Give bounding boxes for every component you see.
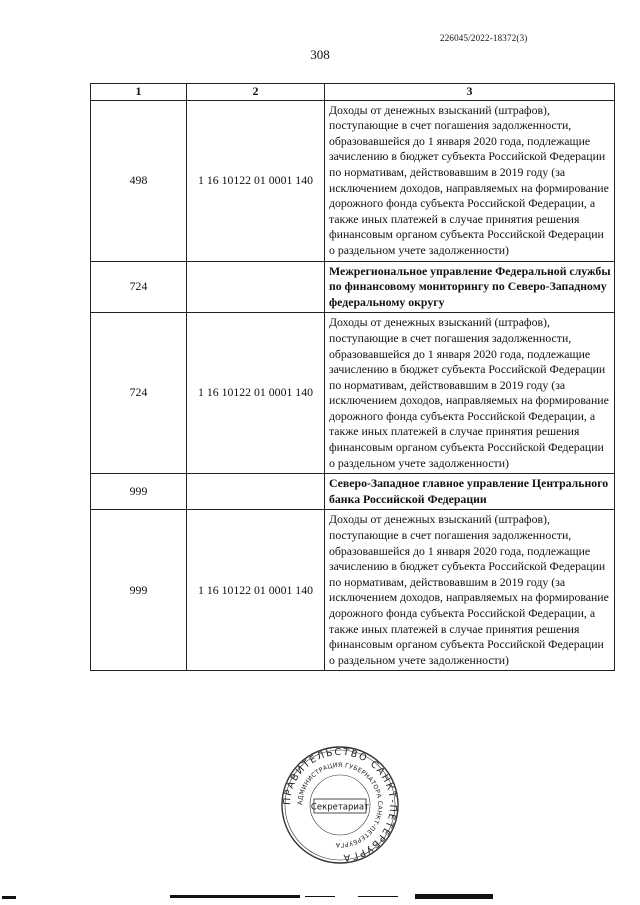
scan-mark bbox=[415, 894, 493, 899]
table-row bbox=[91, 313, 615, 474]
admin-code-cell: 999 bbox=[91, 474, 187, 510]
table-row bbox=[91, 510, 615, 671]
column-header-2: 2 bbox=[187, 84, 325, 101]
administrator-name-cell: Северо-Западное главное управление Центрального банка Российской Федерации bbox=[325, 474, 615, 510]
document-id: 226045/2022-18372(3) bbox=[440, 33, 528, 43]
budget-code-cell bbox=[187, 474, 325, 510]
description-cell: Доходы от денежных взысканий (штрафов), поступающие в счет погашения задолженности, образовавшейся до 1 января 2020 года, подлежащие зачислению в бюджет субъекта Российской Федерации по нормативам, действовавшим в 2019 году (за исключением доходов, направляемых на формирование дорожного фонда субъекта Российской Федерации, а также иных платежей в случае принятия решения финансовым органом субъекта Российской Федерации о раздельном учете задолженности) bbox=[325, 100, 615, 261]
budget-code-cell: 1 16 10122 01 0001 140 bbox=[187, 313, 325, 474]
budget-code-cell bbox=[187, 261, 325, 313]
table-row bbox=[91, 261, 615, 313]
column-header-1: 1 bbox=[91, 84, 187, 101]
table-header-row bbox=[91, 84, 615, 101]
admin-code-cell: 724 bbox=[91, 313, 187, 474]
page-number: 308 bbox=[310, 47, 330, 62]
scan-mark bbox=[2, 896, 16, 899]
description-cell: Доходы от денежных взысканий (штрафов), поступающие в счет погашения задолженности, образовавшейся до 1 января 2020 года, подлежащие зачислению в бюджет субъекта Российской Федерации по нормативам, действовавшим в 2019 году (за исключением доходов, направляемых на формирование дорожного фонда субъекта Российской Федерации, а также иных платежей в случае принятия решения финансовым органом субъекта Российской Федерации о раздельном учете задолженности) bbox=[325, 510, 615, 671]
admin-code-cell: 724 bbox=[91, 261, 187, 313]
table-row bbox=[91, 100, 615, 261]
column-header-3: 3 bbox=[325, 84, 615, 101]
description-cell: Доходы от денежных взысканий (штрафов), поступающие в счет погашения задолженности, образовавшейся до 1 января 2020 года, подлежащие зачислению в бюджет субъекта Российской Федерации по нормативам, действовавшим в 2019 году (за исключением доходов, направляемых на формирование дорожного фонда субъекта Российской Федерации, а также иных платежей в случае принятия решения финансовым органом субъекта Российской Федерации о раздельном учете задолженности) bbox=[325, 313, 615, 474]
budget-code-cell: 1 16 10122 01 0001 140 bbox=[187, 510, 325, 671]
revenue-codes-table bbox=[90, 83, 615, 671]
official-stamp bbox=[280, 745, 400, 865]
administrator-name-cell: Межрегиональное управление Федеральной службы по финансовому мониторингу по Северо-Западному федеральному округу bbox=[325, 261, 615, 313]
stamp-center-label: Секретариат bbox=[310, 802, 370, 813]
admin-code-cell: 498 bbox=[91, 100, 187, 261]
scan-mark bbox=[358, 896, 398, 897]
stamp-outer-text: ПРАВИТЕЛЬСТВО САНКТ-ПЕТЕРБУРГА bbox=[281, 746, 399, 864]
scan-mark bbox=[305, 896, 335, 897]
table-row bbox=[91, 474, 615, 510]
budget-code-cell: 1 16 10122 01 0001 140 bbox=[187, 100, 325, 261]
stamp-inner-text: АДМИНИСТРАЦИЯ ГУБЕРНАТОРА САНКТ-ПЕТЕРБУРГА bbox=[296, 761, 384, 849]
admin-code-cell: 999 bbox=[91, 510, 187, 671]
scan-mark bbox=[170, 895, 300, 898]
